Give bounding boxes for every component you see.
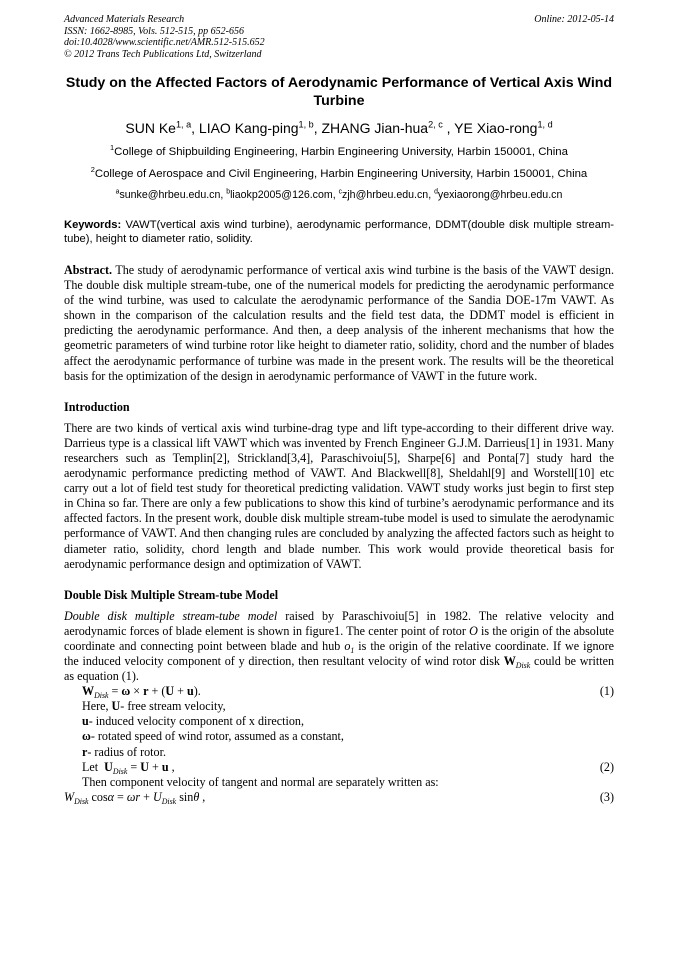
doi-line: doi:10.4028/www.scientific.net/AMR.512-515.652 [64,37,265,48]
journal-header [64,14,614,60]
author-list: SUN Ke$^{1, a}$, LIAO Kang-ping$^{1, b}$, ZHANG Jian-hua$^{2, c}$ , YE Xiao-rong$^{1, d}$ [125,119,553,136]
equation-number: (3) [599,789,614,804]
abstract-text: The study of aerodynamic performance of vertical axis wind turbine is the basis of the VAWT design. The double disk multiple stream-tube, one of the numerical models for predicting the aerodynamic performance of the wind turbine, was used to calculate the aerodynamic performance of the Sandia DOE-17m VAWT. As shown in the comparison of the calculation results and the field test data, the DDMT model is efficient in predicting the aerodynamic performance. And then, a deep analysis of the inherent mechanisms that how the geometric parameters of wind turbine rotor like height to diameter ratio, solidity, chord and the number of blades affect the aerodynamic performance of turbine was made in the present work. The results will be the theoretical basis for the optimization of the design in aerodynamic performance of VAWT in the future work. [64,263,614,383]
affiliation-1: $^1$College of Shipbuilding Engineering, Harbin Engineering University, Harbin 150001, China [110,143,568,158]
ddmt-heading: Double Disk Multiple Stream-tube Model [64,587,279,602]
equation-number: (2) [599,759,614,774]
paper-title: Study on the Affected Factors of Aerodynamic Performance of Vertical Axis Wind Turbine [65,75,613,109]
keywords [64,218,614,246]
author-affil-mark: 1, a [175,119,192,130]
email-link[interactable]: yexiaorong@hrbeu.edu.cn [437,189,563,201]
keywords-text: VAWT(vertical axis wind turbine), aerodynamic performance, DDMT(double disk multiple stream-tube), height to diameter ratio, solidity. [64,219,615,245]
variable-definitions: Here, U- free stream velocity, u- induced velocity component of x direction, ω- rotated speed of wind rotor, assumed as a constant, r- radius of rotor. [82,699,344,759]
abstract [64,263,614,384]
introduction-heading: Introduction [64,399,130,414]
keywords-label: Keywords: [64,219,122,231]
journal-name: Advanced Materials Research [64,14,185,25]
email-link[interactable]: liaokp2005@126.com [230,189,333,201]
equation-3: $W_{Disk}$ $\cos\alpha = \omega r + U_{Disk}$ sinθ , (3) [64,789,614,806]
abstract-label: Abstract. [64,263,113,277]
equation-1: $W_{Disk} = \omega \times r + (U + u)$. (1) [82,684,614,701]
equation-2: Let $U_{Disk} = U + u$ , (2) [82,759,614,776]
ddmt-paragraph: Double disk multiple stream-tube model raised by Paraschivoiu[5] in 1982. The relative velocity and aerodynamic forces of blade element is shown in figure1. The center point of rotor O is the origin of the absolute coordinate and connecting point between blade and hub $o_1$ is the origin of the relative coordinate. If we ignore the induced velocity component of y direction, then resultant velocity of wind rotor disk $W_{Disk}$ could be written as equation (1). [64,608,615,684]
email-link[interactable]: sunke@hrbeu.edu.cn [119,189,221,201]
online-date: Online: 2012-05-14 [534,14,614,25]
copyright-line: © 2012 Trans Tech Publications Ltd, Switzerland [64,48,262,60]
author-affil-mark: 1, d [537,119,553,130]
author-affil-mark: 2, c [428,119,443,130]
author-name: SUN Ke [125,120,176,136]
affiliation-2: $^2$College of Aerospace and Civil Engineering, Harbin Engineering University, Harbin 150001, China [90,165,588,180]
then-text: Then component velocity of tangent and normal are separately written as: [82,774,439,789]
introduction-text: There are two kinds of vertical axis wind turbine-drag type and lift type-according to their different drive way. Darrieus type is a classical lift VAWT which was invented by French Engineer G.J.M. Darrieus[1] in 1931. Many researchers such as Templin[2], Strickland[3,4], Paraschivoiu[5], Sharpe[6] and Ponta[7] study hard the aerodynamic performance predicting method of VAWT. And Blackwell[8], Sheldahl[9] and Worstell[10] etc carry out a lot of field test study for theoretical predicting validation. VAWT study works just begin to first step in China so far. There are only a few publications to show this kind of turbine’s aerodynamic performance and its affected factors. In the present work, double disk multiple stream-tube model is used to simulate the aerodynamic performance of VAWT. And then changing rules are concluded by analyzing the affected factors such as height to diameter ratio, solidity, chord length and blade number. This work would provide theoretical basis for aerodynamic performance design and optimization of VAWT. [64,420,614,571]
email-link[interactable]: zjh@hrbeu.edu.cn [342,189,429,201]
author-name: ZHANG Jian-hua [321,120,429,136]
email-list: $^a$sunke@hrbeu.edu.cn, $^b$liaokp2005@126.com, $^c$zjh@hrbeu.edu.cn, $^d$yexiaorong@hrbeu.edu.cn [115,188,563,201]
author-name: LIAO Kang-ping [198,120,299,136]
author-affil-mark: 1, b [298,119,314,130]
equation-number: (1) [599,684,614,699]
author-name: YE Xiao-rong [454,120,538,136]
paper-page [64,14,614,805]
issn-line: ISSN: 1662-8985, Vols. 512-515, pp 652-656 [64,25,244,37]
